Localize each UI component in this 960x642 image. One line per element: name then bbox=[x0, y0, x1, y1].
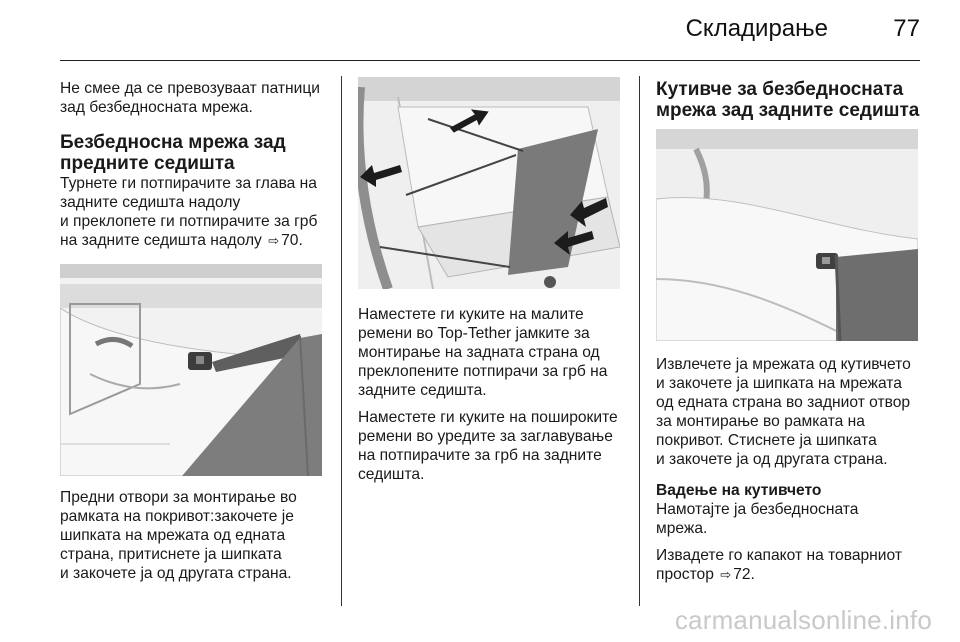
intro-paragraph: Не смее да се превозуваат патници зад безбедносната мрежа. bbox=[60, 80, 320, 116]
tether-paragraph-2: Наместете ги куките на пошироките ремени во уредите за заглавување на потпирачите за грб на задните седишта. bbox=[358, 409, 618, 483]
column-3 bbox=[656, 79, 926, 592]
page-reference-link[interactable]: 72. bbox=[733, 566, 755, 583]
subheading-remove-box: Вадење на кутивчето bbox=[656, 482, 822, 499]
net-box-instructions: Извлечете ја мрежата од кутивчето и закочете ја шипката на мрежата од едната страна во задниот отвор за монтирање во рамката на покривот. Стиснете ја шипката и закочете ја од другата страна. bbox=[656, 356, 911, 468]
page-title: Складирање bbox=[685, 15, 828, 42]
remove-step-1: Намотајте ја безбедносната мрежа. bbox=[656, 501, 859, 537]
section-heading-front-net: Безбедносна мрежа зад предните седишта bbox=[60, 132, 286, 174]
header-divider bbox=[60, 60, 920, 61]
figure-tether-straps bbox=[358, 77, 620, 289]
column-divider-1 bbox=[341, 76, 342, 606]
column-2 bbox=[358, 79, 630, 492]
page-reference-icon: ⇨ bbox=[720, 567, 732, 582]
tether-paragraph-1: Наместете ги куките на малите ремени во Top-Tether јамките за монтирање на задната страна од преклопените потпирачи за грб на задните седишта. bbox=[358, 306, 608, 399]
figure-front-mount bbox=[60, 264, 322, 476]
section-heading-net-box: Кутивче за безбедносната мрежа зад задните седишта bbox=[656, 79, 920, 121]
figure-caption-front-mount: Предни отвори за монтирање во рамката на покривот:закочете је шипката на мрежата од едната страна, притиснете ја шипката и закочете ја од другата страна. bbox=[60, 489, 297, 582]
figure-net-box bbox=[656, 129, 918, 341]
page-number: 77 bbox=[893, 15, 920, 42]
column-divider-2 bbox=[639, 76, 640, 606]
column-1 bbox=[60, 79, 332, 591]
remove-step-2: Извадете го капакот на товарниот простор ⇨ 72. bbox=[656, 547, 902, 583]
watermark-url: carmanualsonline.info bbox=[674, 605, 932, 635]
page-reference-icon: ⇨ bbox=[268, 233, 280, 248]
page-reference-link[interactable]: 70. bbox=[281, 232, 303, 249]
front-net-instructions: Турнете ги потпирачите за глава на задните седишта надолу и преклопете ги потпирачите за грб на задните седишта надолу ⇨ 70. bbox=[60, 175, 318, 249]
